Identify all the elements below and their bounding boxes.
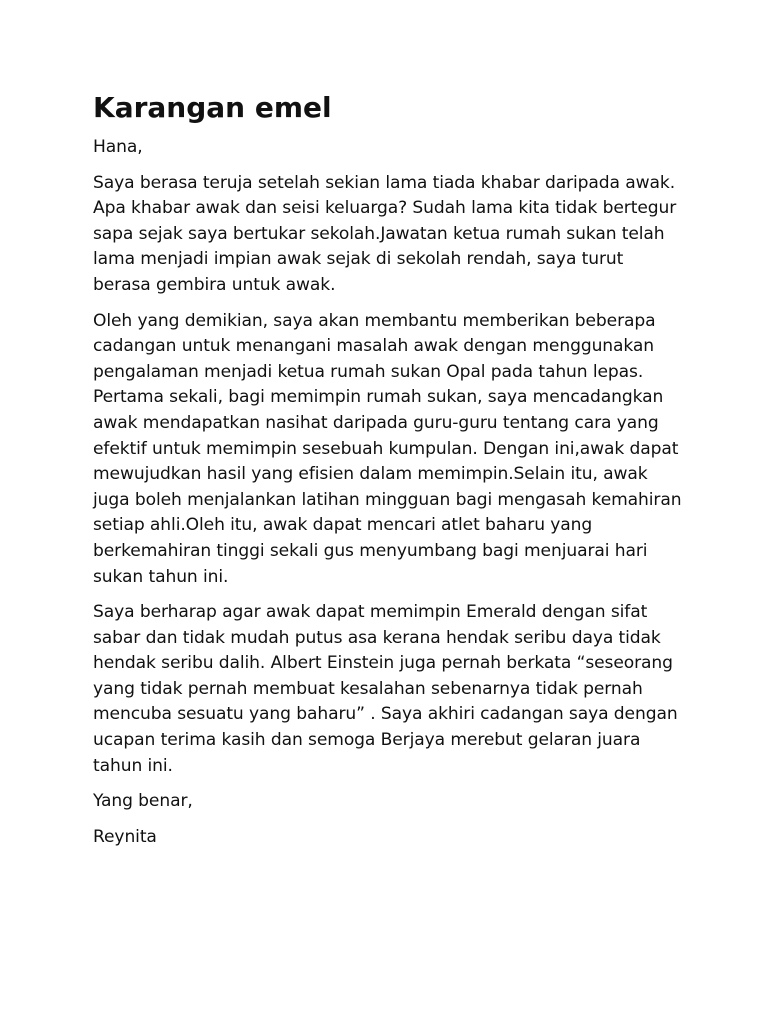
document-page — [93, 88, 683, 860]
greeting: Hana, — [93, 137, 143, 157]
signature: Reynita — [93, 826, 157, 847]
paragraph-2: Oleh yang demikian, saya akan membantu memberikan beberapa cadangan untuk menangani masalah awak dengan menggunakan pengalaman menjadi ketua rumah sukan Opal pada tahun lepas. Pertama sekali, bagi memimpin rumah sukan, saya mencadangkan awak mendapatkan nasihat daripada guru-guru tentang cara yang efektif untuk memimpin sesebuah kumpulan. Dengan ini,awak dapat mewujudkan hasil yang efisien dalam memimpin.Selain itu, awak juga boleh menjalankan latihan mingguan bagi mengasah kemahiran setiap ahli.Oleh itu, awak dapat mencari atlet baharu yang berkemahiran tinggi sekali gus menyumbang bagi menjuarai hari sukan tahun ini. — [93, 310, 682, 587]
paragraph-3: Saya berharap agar awak dapat memimpin Emerald dengan sifat sabar dan tidak mudah putus asa kerana hendak seribu daya tidak hendak seribu dalih. Albert Einstein juga pernah berkata “seseorang yang tidak pernah membuat kesalahan sebenarnya tidak pernah mencuba sesuatu yang baharu” . Saya akhiri cadangan saya dengan ucapan terima kasih dan semoga Berjaya merebut gelaran juara tahun ini. — [93, 602, 678, 776]
paragraph-1: Saya berasa teruja setelah sekian lama tiada khabar daripada awak. Apa khabar awak dan seisi keluarga? Sudah lama kita tidak bertegur sapa sejak saya bertukar sekolah.Jawatan ketua rumah sukan telah lama menjadi impian awak sejak di sekolah rendah, saya turut berasa gembira untuk awak. — [93, 172, 677, 295]
document-title: Karangan emel — [93, 91, 332, 124]
closing: Yang benar, — [93, 791, 193, 812]
